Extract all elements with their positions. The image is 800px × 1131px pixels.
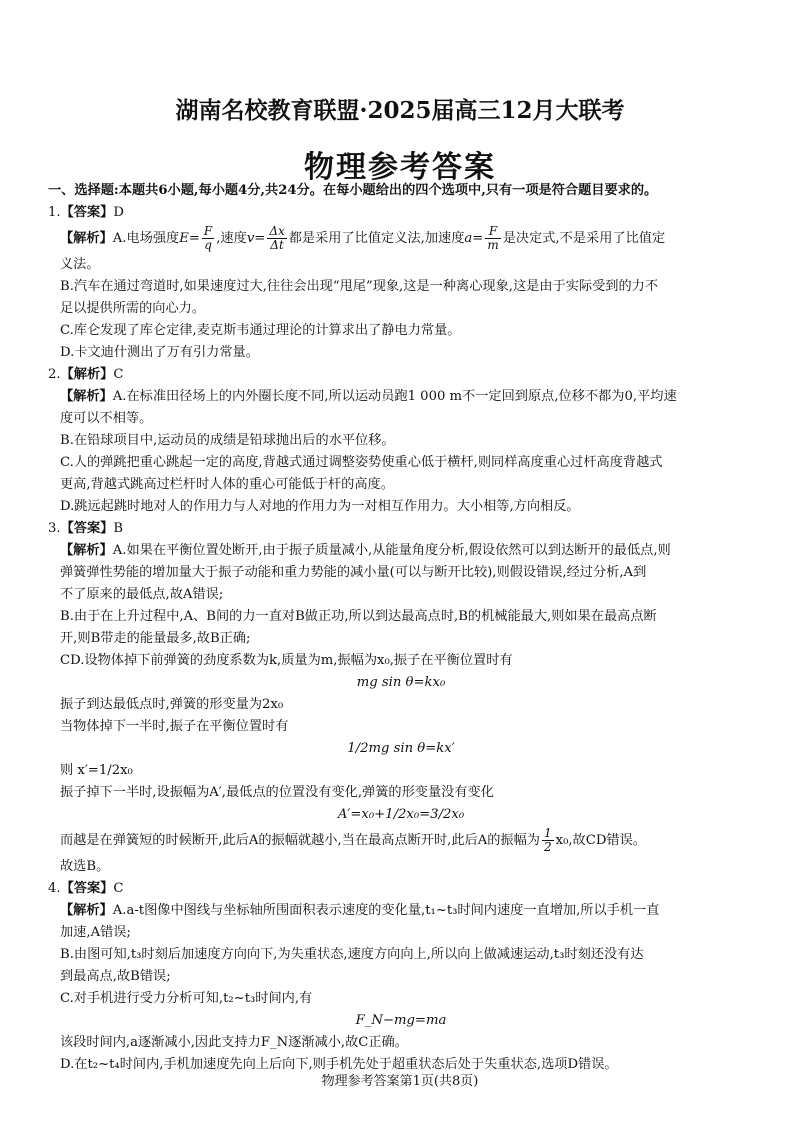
section-heading: 一、选择题:本题共6小题,每小题4分,共24分。在每小题给出的四个选项中,只有一项是符合题目要求的。: [48, 183, 658, 198]
q3-equation-2: 1/2mg sin θ=kx′: [347, 741, 455, 756]
q4-equation: F_N−mg=ma: [355, 1013, 447, 1028]
q4-analysis-c1: C.对手机进行受力分析可知,t₂~t₃时间内,有: [60, 991, 313, 1006]
fraction-F-m: $\frac{F}{m}$: [487, 224, 499, 252]
q1-analysis-b2: 足以提供所需的向心力。: [60, 301, 206, 316]
q1-analysis-d: D.卡文迪什测出了万有引力常量。: [60, 345, 259, 360]
q2-answer: 2.【解析】C: [48, 367, 124, 382]
q1-analysis-a2: 义法。: [60, 257, 100, 272]
fraction-dx-dt: $\frac{\Delta x}{\Delta t}$: [269, 224, 285, 252]
q3-line-4: 振子掉下一半时,设振幅为A′,最低点的位置没有变化,弹簧的形变量没有变化: [60, 785, 494, 800]
q2-analysis-a2: 度可以不相等。: [60, 411, 153, 426]
q2-analysis-d: D.跳远起跳时地对人的作用力与人对地的作用力为一对相互作用力。大小相等,方向相反。: [60, 499, 580, 514]
q3-analysis-b2: 开,则B带走的能量最多,故B正确;: [60, 631, 251, 646]
q4-analysis-b1: B.由图可知,t₃时刻后加速度方向向下,为失重状态,速度方向向上,所以向上做减速运动,t₃时刻还没有达: [60, 947, 644, 962]
q3-equation-1: mg sin θ=kx₀: [356, 675, 446, 690]
q3-answer: 3.【答案】B: [48, 521, 124, 536]
q1-answer: 1.【答案】D: [48, 205, 124, 220]
q2-analysis-b: B.在铅球项目中,运动员的成绩是铅球抛出后的水平位移。: [60, 433, 395, 448]
q4-analysis-a1: 【解析】A.a-t图像中图线与坐标轴所围面积表示速度的变化量,t₁~t₃时间内速度一直增加,所以手机一直: [60, 903, 660, 918]
q3-line-3: 则 x′=1/2x₀: [60, 763, 133, 778]
exam-title: 湖南名校教育联盟·2025届高三12月大联考: [175, 97, 625, 124]
q3-analysis-a1: 【解析】A.如果在平衡位置处断开,由于振子质量减小,从能量角度分析,假设依然可以到达断开的最低点,则: [60, 543, 671, 558]
answer-content: [48, 180, 754, 1076]
q2-analysis-a1: 【解析】A.在标准田径场上的内外圈长度不同,所以运动员跑1 000 m不一定回到原点,位移不都为0,平均速: [60, 389, 677, 404]
q3-analysis-a2: 弹簧弹性势能的增加量大于振子动能和重力势能的减小量(可以与断开比较),则假设错误,经过分析,A到: [60, 565, 647, 580]
q4-analysis-a2: 加速,A错误;: [60, 925, 131, 940]
q1-analysis-b1: B.汽车在通过弯道时,如果速度过大,往往会出现“甩尾”现象,这是一种离心现象,这是由于实际受到的力不: [60, 279, 659, 294]
q1-analysis-c: C.库仑发现了库仑定律,麦克斯韦通过理论的计算求出了静电力常量。: [60, 323, 461, 338]
q3-line-6: 故选B。: [60, 859, 110, 874]
q3-line-1: 振子到达最低点时,弹簧的形变量为2x₀: [60, 697, 284, 712]
q3-equation-3: A′=x₀+1/2x₀=3/2x₀: [337, 807, 465, 822]
q3-line-2: 当物体掉下一半时,振子在平衡位置时有: [60, 719, 289, 734]
page-title: 物理参考答案: [304, 150, 496, 185]
q4-analysis-c2: 该段时间内,a逐渐减小,因此支持力F_N逐渐减小,故C正确。: [60, 1035, 408, 1050]
page-footer: 物理参考答案第1页(共8页): [321, 1074, 479, 1089]
q4-answer: 4.【答案】C: [48, 881, 124, 896]
fraction-1-2: $\frac{1}{2}$: [544, 826, 552, 854]
q3-line-5: 而越是在弹簧短的时候断开,此后A的振幅就越小,当在最高点断开时,此后A的振幅为 $\frac{1}{2}$ x₀,故CD错误。: [60, 826, 646, 854]
q4-analysis-d: D.在t₂~t₄时间内,手机加速度先向上后向下,则手机先处于超重状态后处于失重状态,选项D错误。: [60, 1057, 618, 1072]
q1-analysis-a: 【解析】A.电场强度E= $\frac{F}{q}$ ,速度v= $\frac{\Delta x}{\Delta t}$ 都是采用了比值定义法,加速度a= $\frac{F}{m}$ 是决定式,不是采用了比值定: [60, 224, 666, 252]
q3-analysis-b1: B.由于在上升过程中,A、B间的力一直对B做正功,所以到达最高点时,B的机械能最大,则如果在最高点断: [60, 609, 657, 624]
q2-analysis-c1: C.人的弹跳把重心跳起一定的高度,背越式通过调整姿势使重心低于横杆,则同样高度重心过杆高度背越式: [60, 455, 663, 470]
q4-analysis-b2: 到最高点,故B错误;: [60, 969, 171, 984]
fraction-F-q: $\frac{F}{q}$: [203, 224, 213, 252]
q2-analysis-c2: 更高,背越式跳高过栏杆时人体的重心可能低于杆的高度。: [60, 477, 394, 492]
q3-analysis-a3: 不了原来的最低点,故A错误;: [60, 587, 224, 602]
q3-analysis-cd1: CD.设物体掉下前弹簧的劲度系数为k,质量为m,振幅为x₀,振子在平衡位置时有: [60, 653, 513, 668]
